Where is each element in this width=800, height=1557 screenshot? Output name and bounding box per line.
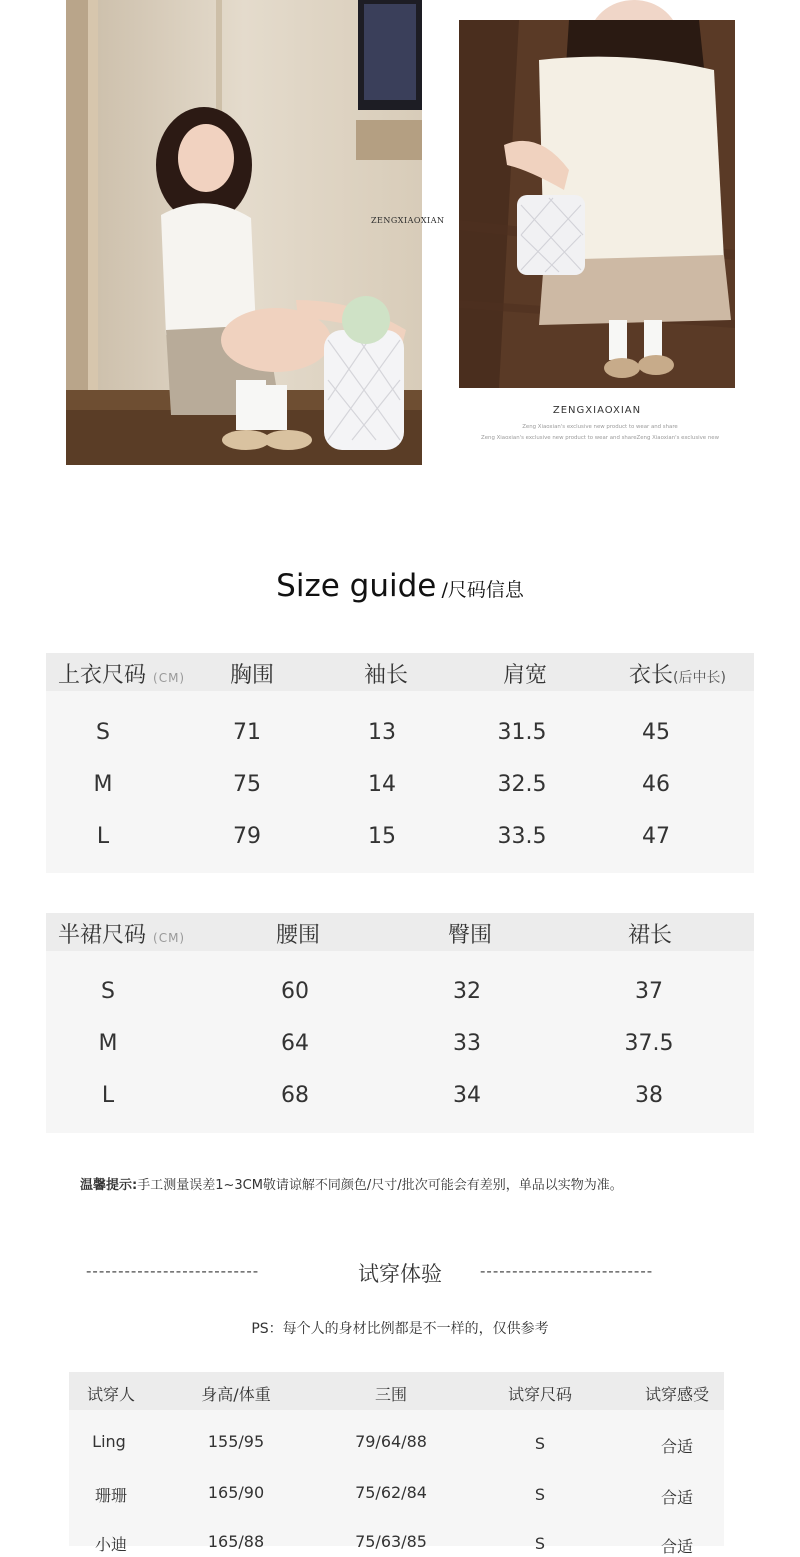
unit-label: (CM) xyxy=(153,671,186,685)
tryon-note: PS：每个人的身材比例都是不一样的，仅供参考 xyxy=(251,1321,549,1337)
header-sleeve: 袖长 xyxy=(363,663,408,688)
skirt-table-label-text: 半裙尺码 xyxy=(58,923,147,948)
measurement-tip xyxy=(80,1174,623,1193)
header-skirt-length: 裙长 xyxy=(627,923,672,948)
table-cell-size: S xyxy=(96,720,110,745)
table-cell-hip: 33 xyxy=(453,1031,481,1056)
tryon-cell-height-weight: 165/88 xyxy=(207,1532,265,1551)
header-chest: 胸围 xyxy=(229,663,274,688)
header-tester: 试穿人 xyxy=(86,1385,135,1404)
header-measurements: 三围 xyxy=(374,1385,407,1404)
table-cell-shoulder: 32.5 xyxy=(497,772,547,797)
tip-label: 温馨提示: xyxy=(80,1178,138,1193)
skirt-size-table xyxy=(46,913,754,1133)
header-tried-size: 试穿尺码 xyxy=(507,1385,572,1404)
model-photo-squatting xyxy=(66,0,445,465)
dashed-divider-right: --------------------------- xyxy=(480,1262,654,1280)
top-table-label xyxy=(58,658,185,689)
dashed-divider-left: --------------------------- xyxy=(86,1262,260,1280)
tryon-cell-tester: Ling xyxy=(92,1432,126,1451)
table-cell-waist: 60 xyxy=(281,979,309,1004)
size-guide-title-cn: /尺码信息 xyxy=(441,579,524,601)
table-cell-waist: 64 xyxy=(281,1031,309,1056)
table-cell-chest: 75 xyxy=(233,772,261,797)
caption-brand: ZENGXIAOXIAN xyxy=(552,405,642,416)
tryon-cell-measurements: 75/62/84 xyxy=(355,1483,427,1502)
caption-line-2: Zeng Xiaoxian's exclusive new product to wear and shareZeng Xiaoxian's exclusive new xyxy=(481,435,719,441)
tryon-cell-measurements: 75/63/85 xyxy=(355,1532,427,1551)
tryon-title: 试穿体验 xyxy=(358,1262,442,1286)
top-table-label-text: 上衣尺码 xyxy=(58,663,147,688)
tryon-cell-size: S xyxy=(534,1434,546,1453)
tryon-cell-feeling: 合适 xyxy=(660,1488,693,1507)
tryon-cell-size: S xyxy=(534,1534,546,1553)
table-cell-skirt-length: 38 xyxy=(635,1083,663,1108)
table-cell-sleeve: 14 xyxy=(368,772,396,797)
unit-label: (CM) xyxy=(153,931,186,945)
tryon-cell-feeling: 合适 xyxy=(660,1537,693,1556)
table-cell-hip: 32 xyxy=(453,979,481,1004)
header-waist: 腰围 xyxy=(275,923,320,948)
tryon-cell-height-weight: 155/95 xyxy=(207,1432,265,1451)
model-photo-standing xyxy=(459,20,735,388)
header-shoulder: 肩宽 xyxy=(502,663,547,688)
table-cell-hip: 34 xyxy=(453,1083,481,1108)
tryon-cell-tester: 珊珊 xyxy=(94,1486,127,1505)
length-note: (后中长) xyxy=(673,670,726,686)
table-cell-chest: 79 xyxy=(233,824,261,849)
tryon-cell-tester: 小迪 xyxy=(94,1535,127,1554)
tryon-cell-measurements: 79/64/88 xyxy=(355,1432,427,1451)
tryon-cell-size: S xyxy=(534,1485,546,1504)
brand-watermark: ZENGXIAOXIAN xyxy=(371,216,445,225)
skirt-table-label xyxy=(58,918,185,949)
table-cell-length: 47 xyxy=(642,824,670,849)
table-cell-waist: 68 xyxy=(281,1083,309,1108)
header-length-text: 衣长 xyxy=(629,663,674,688)
table-cell-shoulder: 33.5 xyxy=(497,824,547,849)
caption-line-1: Zeng Xiaoxian's exclusive new product to wear and share xyxy=(522,424,678,430)
tryon-table xyxy=(69,1372,724,1556)
header-height-weight: 身高/体重 xyxy=(201,1385,271,1404)
table-cell-shoulder: 31.5 xyxy=(497,720,547,745)
tryon-cell-height-weight: 165/90 xyxy=(207,1483,265,1502)
top-size-table xyxy=(46,653,754,873)
table-cell-skirt-length: 37.5 xyxy=(624,1031,674,1056)
size-guide-title xyxy=(0,568,800,604)
table-cell-size: L xyxy=(96,824,110,849)
table-cell-size: S xyxy=(101,979,115,1004)
tip-text: 手工测量误差1~3CM敬请谅解不同颜色/尺寸/批次可能会有差别，单品以实物为准。 xyxy=(137,1178,623,1193)
table-cell-chest: 71 xyxy=(233,720,261,745)
table-cell-size: L xyxy=(101,1083,115,1108)
size-guide-title-en: Size guide xyxy=(276,568,437,604)
tryon-cell-feeling: 合适 xyxy=(660,1437,693,1456)
table-cell-sleeve: 13 xyxy=(368,720,396,745)
table-cell-length: 46 xyxy=(642,772,670,797)
table-cell-size: M xyxy=(98,1031,118,1056)
table-cell-skirt-length: 37 xyxy=(635,979,663,1004)
table-cell-length: 45 xyxy=(642,720,670,745)
table-cell-size: M xyxy=(93,772,113,797)
header-fit-feeling: 试穿感受 xyxy=(644,1385,709,1404)
table-cell-sleeve: 15 xyxy=(368,824,396,849)
header-length xyxy=(629,658,726,689)
header-hip: 臀围 xyxy=(447,923,492,948)
